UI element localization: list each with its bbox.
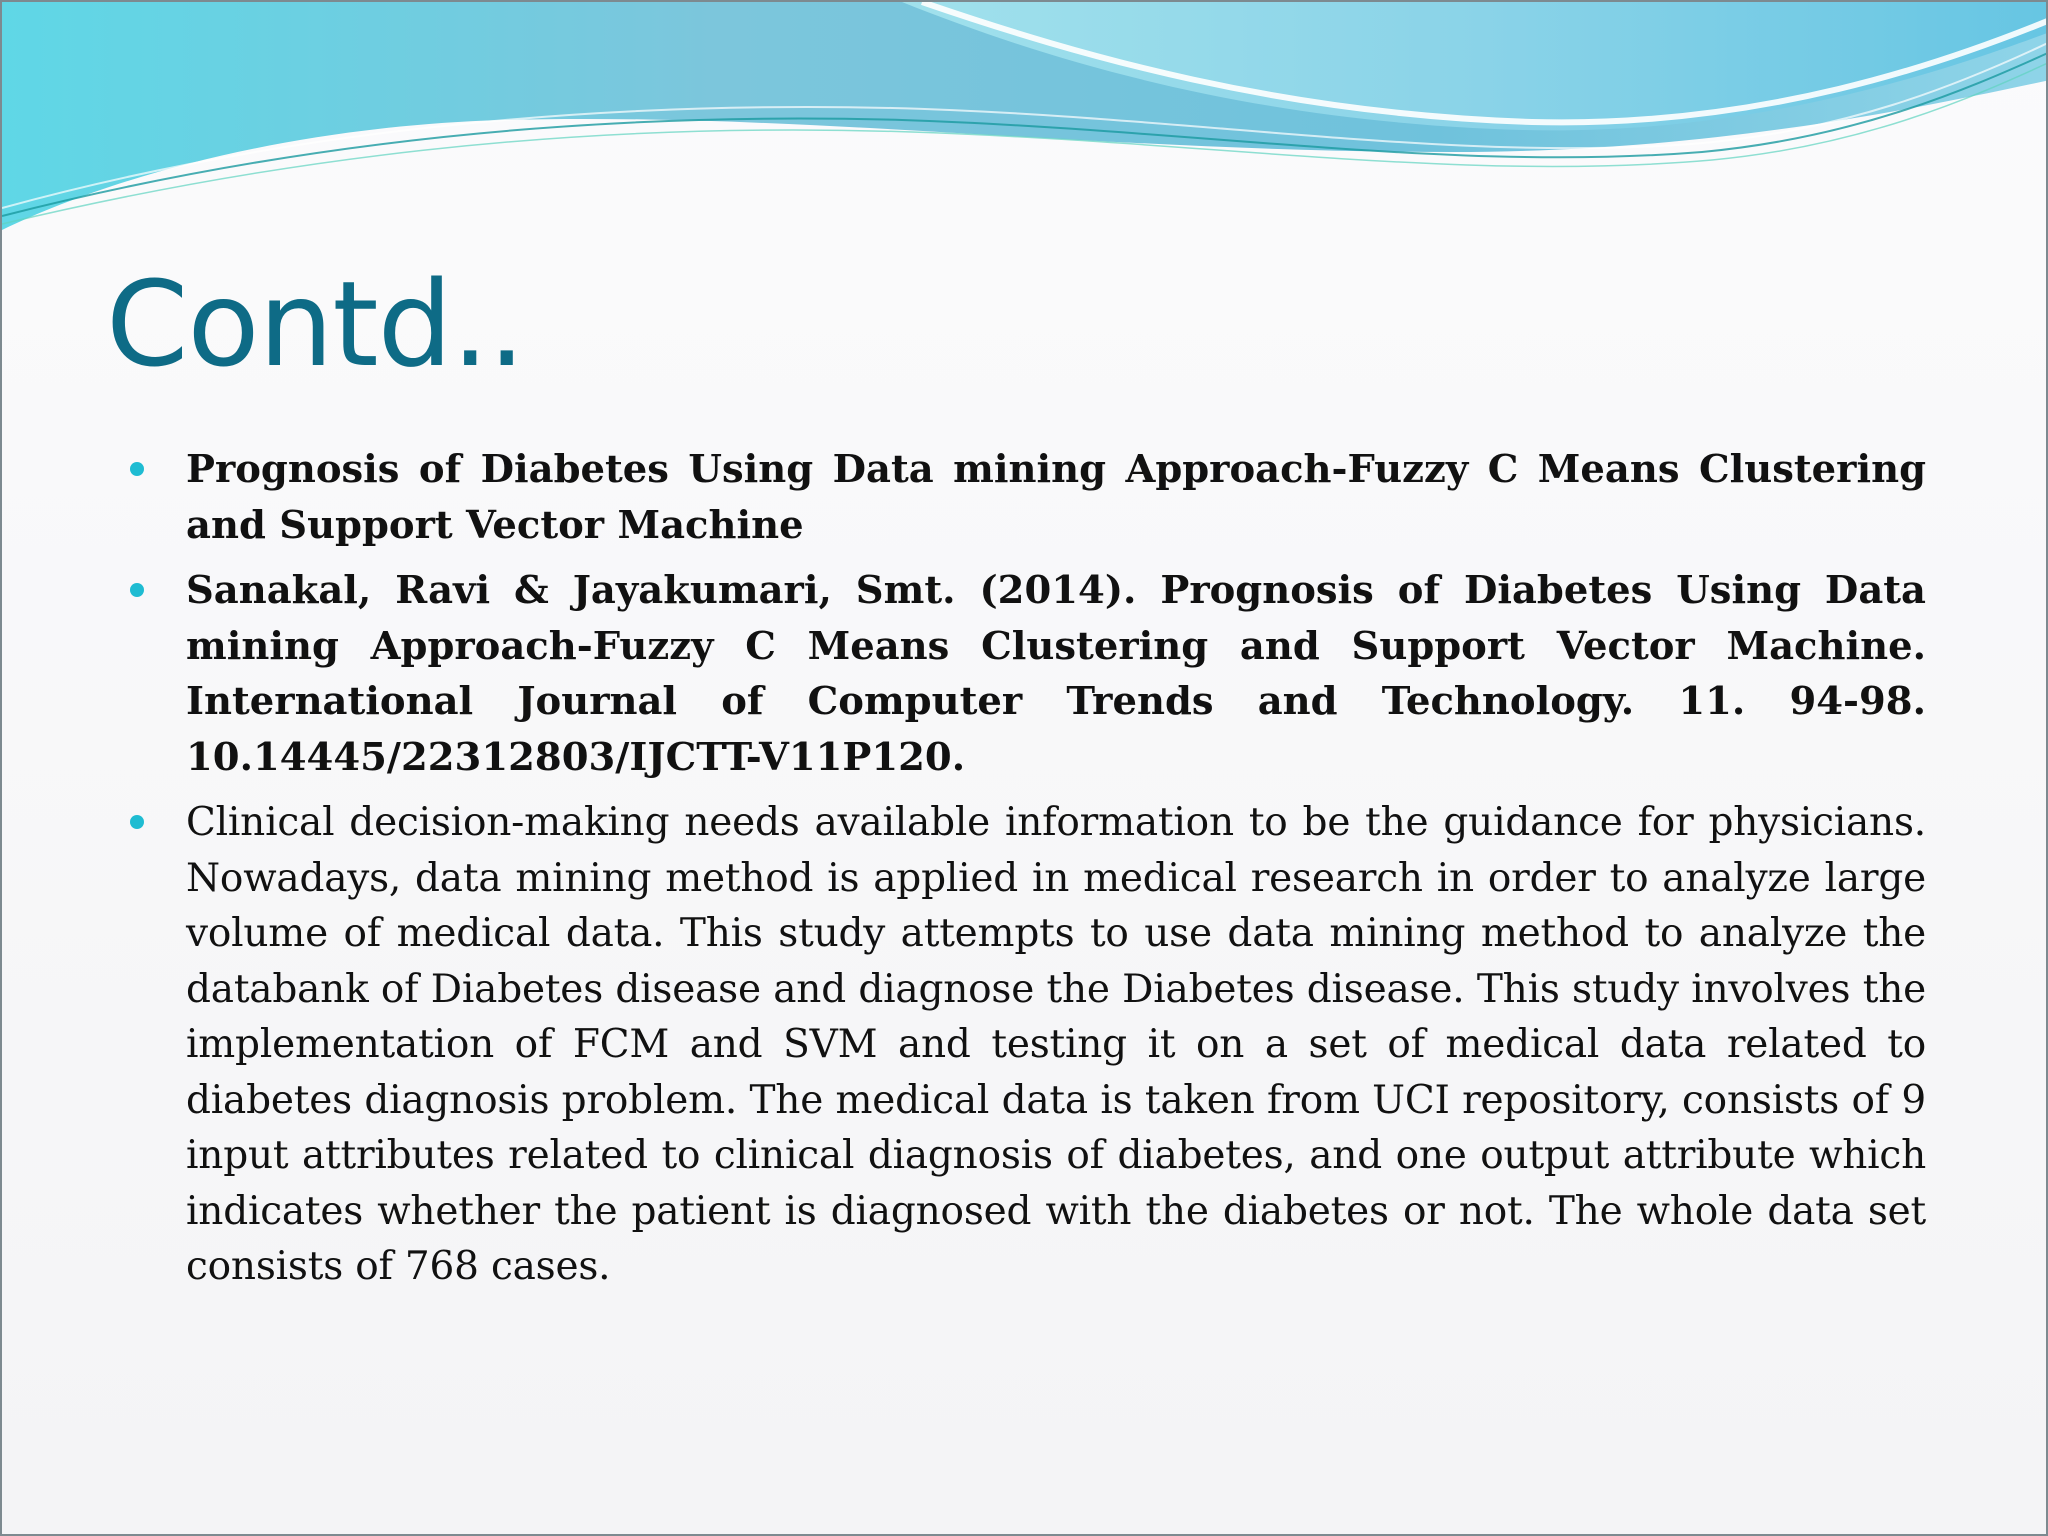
header-wave-decoration <box>2 2 2048 242</box>
bullet-item-abstract <box>120 795 1926 1295</box>
bullet-text: Prognosis of Diabetes Using Data mining Approach-Fuzzy C Means Clustering and Support Vector Machine <box>186 447 1926 548</box>
bullet-item-citation <box>120 563 1926 785</box>
bullet-icon <box>130 462 144 476</box>
bullet-text: Sanakal, Ravi & Jayakumari, Smt. (2014). Prognosis of Diabetes Using Data mining Approach-Fuzzy C Means Clustering and Support Vector Machine. International Journal of Computer Trends and Technology. 11. 94-98. 10.14445/22312803/IJCTT-V11P120. <box>186 568 1926 780</box>
slide-title: Contd.. <box>106 255 525 393</box>
bullet-text: Clinical decision-making needs available information to be the guidance for physicians. Nowadays, data mining method is applied in medical research in order to analyze large volume of medical data. This study attempts to use data mining method to analyze the databank of Diabetes disease and diagnose the Diabetes disease. This study involves the implementation of FCM and SVM and testing it on a set of medical data related to diabetes diagnosis problem. The medical data is taken from UCI repository, consists of 9 input attributes related to clinical diagnosis of diabetes, and one output attribute which indicates whether the patient is diagnosed with the diabetes or not. The whole data set consists of 768 cases. <box>186 800 1926 1289</box>
bullet-icon <box>130 815 144 829</box>
bullet-item-paper-title <box>120 442 1926 553</box>
bullet-list <box>120 442 1926 1305</box>
bullet-icon <box>130 583 144 597</box>
